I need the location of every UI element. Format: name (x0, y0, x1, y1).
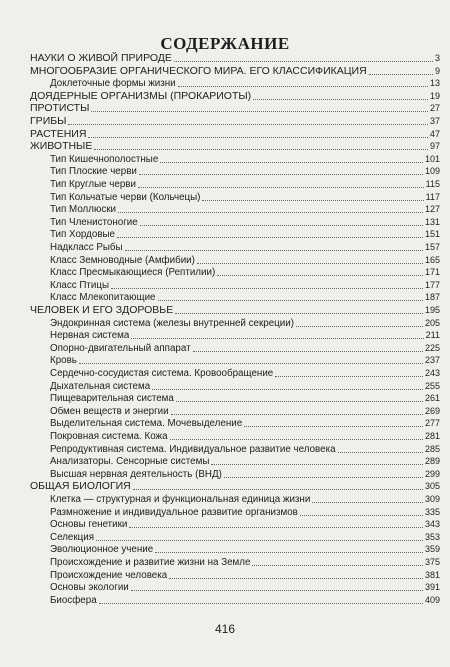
toc-entry (30, 128, 440, 141)
toc-entry-title: ЖИВОТНЫЕ (30, 140, 93, 153)
toc-entry (50, 153, 440, 166)
toc-entry-page: 109 (424, 166, 440, 177)
toc-leader-dots (197, 262, 423, 264)
toc-leader-dots (152, 388, 423, 390)
toc-entry (50, 342, 440, 355)
toc-leader-dots (275, 375, 423, 377)
toc-entry-title: ЧЕЛОВЕК И ЕГО ЗДОРОВЬЕ (30, 304, 174, 316)
toc-entry (50, 506, 440, 519)
toc-entry (50, 581, 440, 594)
toc-entry-title: Тип Кишечнополостные (50, 153, 159, 165)
toc-entry-page: 359 (424, 544, 440, 555)
toc-entry-page: 237 (424, 355, 440, 366)
toc-entry-page: 211 (425, 330, 440, 341)
toc-entry-page: 13 (429, 78, 440, 89)
toc-entry-title: Класс Пресмыкающиеся (Рептилии) (50, 267, 216, 279)
toc-entry (30, 115, 440, 128)
toc-leader-dots (158, 299, 423, 301)
toc-leader-dots (174, 60, 433, 62)
toc-entry-title: Выделительная система. Мочевыделение (50, 418, 243, 430)
toc-entry-title: Кровь (50, 355, 77, 367)
toc-entry (30, 304, 440, 317)
toc-entry (50, 405, 440, 418)
toc-entry (50, 203, 440, 216)
toc-entry (30, 102, 440, 115)
toc-leader-dots (131, 337, 423, 339)
toc-entry-title: Дыхательная система (50, 380, 151, 392)
toc-entry (50, 241, 440, 254)
toc-leader-dots (369, 73, 433, 75)
toc-leader-dots (193, 350, 423, 352)
toc-entry (50, 329, 440, 342)
toc-entry-page: 37 (429, 116, 440, 126)
page-number: 416 (214, 622, 236, 636)
toc-leader-dots (170, 438, 423, 440)
toc-leader-dots (252, 564, 423, 566)
toc-entry-page: 3 (434, 53, 440, 63)
toc-leader-dots (88, 136, 428, 138)
toc-leader-dots (117, 236, 423, 238)
toc-entry (50, 165, 440, 178)
toc-entry-title: Анализаторы. Сенсорные системы (50, 456, 210, 468)
toc-entry (50, 556, 440, 569)
toc-entry-title: Класс Птицы (50, 279, 110, 291)
toc-entry-title: Биосфера (50, 594, 97, 606)
toc-entry (50, 279, 440, 292)
toc-leader-dots (312, 501, 423, 503)
toc-leader-dots (131, 589, 423, 591)
toc-entry (50, 77, 440, 90)
toc-entry (50, 191, 440, 204)
toc-entry (50, 291, 440, 304)
toc-entry-title: Тип Моллюски (50, 204, 116, 216)
toc-leader-dots (96, 539, 423, 541)
toc-entry-title: Происхождение и развитие жизни на Земле (50, 557, 251, 568)
toc-entry (50, 417, 440, 430)
toc-entry-title: Нервная система (50, 330, 130, 342)
toc-entry (50, 493, 440, 506)
toc-entry-title: Класс Млекопитающие (50, 292, 156, 304)
toc-entry-title: Пищеварительная система (50, 393, 174, 405)
toc-entry-page: 289 (424, 456, 440, 467)
toc-entry-page: 195 (424, 305, 440, 315)
toc-entry-page: 101 (424, 153, 440, 164)
toc-entry (30, 90, 440, 103)
toc-leader-dots (217, 274, 423, 276)
toc-entry-page: 391 (424, 582, 440, 593)
toc-entry-title: НАУКИ О ЖИВОЙ ПРИРОДЕ (30, 52, 172, 64)
toc-leader-dots (129, 526, 423, 528)
toc-entry-page: 261 (424, 393, 440, 404)
toc-entry-page: 381 (424, 569, 440, 580)
toc-entry-page: 299 (424, 468, 440, 479)
toc-entry-title: Сердечно-сосудистая система. Кровообращение (50, 368, 274, 379)
toc-entry-page: 409 (424, 594, 440, 605)
toc-entry-title: Высшая нервная деятельность (ВНД) (50, 468, 222, 480)
toc-leader-dots (68, 123, 428, 125)
toc-entry-page: 177 (424, 279, 440, 290)
toc-leader-dots (171, 413, 423, 415)
toc-entry-title: Надкласс Рыбы (50, 242, 123, 253)
toc-leader-dots (139, 173, 423, 175)
toc-entry-title: Обмен веществ и энергии (50, 405, 169, 417)
toc-entry-page: 243 (424, 368, 440, 378)
toc-entry (50, 569, 440, 582)
toc-entry-page: 353 (424, 531, 440, 542)
toc-leader-dots (300, 514, 423, 516)
toc-entry-page: 335 (424, 506, 440, 517)
toc-leader-dots (79, 362, 423, 364)
toc-entry-page: 305 (424, 481, 440, 492)
toc-entry (50, 531, 440, 544)
toc-entry-page: 157 (424, 242, 440, 252)
toc-entry-title: Тип Круглые черви (50, 179, 136, 190)
toc-entry-page: 19 (429, 90, 440, 101)
toc-leader-dots (175, 312, 423, 314)
toc-entry (50, 430, 440, 443)
toc-leader-dots (125, 249, 423, 251)
toc-entry (50, 254, 440, 267)
toc-leader-dots (211, 463, 423, 465)
toc-entry-title: РАСТЕНИЯ (30, 127, 87, 140)
toc-leader-dots (176, 400, 423, 402)
toc-entry-title: Эволюционное учение (50, 544, 154, 556)
toc-leader-dots (99, 602, 423, 604)
toc-leader-dots (140, 224, 423, 226)
toc-entry-page: 117 (425, 191, 440, 202)
toc-entry (50, 367, 440, 380)
toc-entry (50, 317, 440, 330)
toc-entry (50, 354, 440, 367)
toc-entry-page: 171 (424, 267, 440, 278)
toc-entry-page: 269 (424, 405, 440, 416)
toc-entry-page: 225 (424, 342, 440, 353)
toc-entry-title: ПРОТИСТЫ (30, 102, 90, 115)
toc-leader-dots (118, 211, 423, 213)
toc-entry-title: Опорно-двигательный аппарат (50, 342, 191, 354)
toc-entry-page: 127 (424, 204, 440, 215)
toc-entry-page: 255 (424, 380, 440, 391)
toc-entry-title: Доклеточные формы жизни (50, 78, 176, 90)
toc-entry-page: 47 (429, 128, 440, 139)
toc-entry (50, 443, 440, 456)
toc-entry (50, 455, 440, 468)
toc-entry-title: Репродуктивная система. Индивидуальное развитие человека (50, 443, 336, 455)
toc-entry (50, 178, 440, 191)
toc-leader-dots (244, 425, 423, 427)
toc-leader-dots (133, 488, 423, 490)
toc-leader-dots (178, 85, 428, 87)
toc-leader-dots (94, 148, 428, 150)
toc-entry-title: Селекция (50, 531, 95, 543)
toc-entry-title: ДОЯДЕРНЫЕ ОРГАНИЗМЫ (ПРОКАРИОТЫ) (30, 89, 252, 102)
toc-entry-title: Эндокринная система (железы внутренней секреции) (50, 317, 294, 329)
toc-entry (50, 380, 440, 393)
toc-entry-page: 115 (425, 179, 440, 189)
toc-entry-page: 375 (424, 557, 440, 567)
toc-leader-dots (155, 551, 423, 553)
toc-entry-title: МНОГООБРАЗИЕ ОРГАНИЧЕСКОГО МИРА. ЕГО КЛАССИФИКАЦИЯ (30, 64, 367, 77)
toc-entry (50, 228, 440, 241)
toc-entry (30, 140, 440, 153)
toc-entry-title: Тип Плоские черви (50, 166, 137, 178)
toc-leader-dots (253, 98, 428, 100)
toc-entry (30, 480, 440, 493)
toc-leader-dots (160, 161, 423, 163)
toc-entry-page: 285 (424, 443, 440, 454)
toc-leader-dots (169, 577, 423, 579)
toc-entry (30, 65, 440, 78)
toc-leader-dots (91, 110, 428, 112)
toc-entry-page: 131 (424, 216, 440, 227)
toc-entry-title: Происхождение человека (50, 569, 168, 581)
toc-leader-dots (296, 325, 423, 327)
toc-entry-title: Основы генетики (50, 519, 128, 531)
toc-entry (30, 52, 440, 65)
toc-leader-dots (138, 186, 424, 188)
toc-entry-title: Класс Земноводные (Амфибии) (50, 254, 195, 266)
toc-entry-title: Покровная система. Кожа (50, 431, 168, 442)
toc-leader-dots (111, 287, 423, 289)
toc-entry (50, 468, 440, 481)
toc-entry-title: Клетка — структурная и функциональная единица жизни (50, 494, 311, 505)
toc-entry-page: 151 (424, 229, 440, 240)
toc-entry (50, 216, 440, 229)
toc-entry (50, 392, 440, 405)
toc-entry-page: 9 (434, 65, 440, 76)
toc-entry (50, 594, 440, 607)
toc-entry (50, 518, 440, 531)
toc-entry-page: 309 (424, 494, 440, 504)
toc-entry-page: 205 (424, 317, 440, 328)
toc-entry-title: Размножение и индивидуальное развитие организмов (50, 506, 298, 518)
toc-entry-title: Тип Кольчатые черви (Кольчецы) (50, 191, 201, 203)
toc-entry-page: 97 (429, 141, 440, 152)
toc-leader-dots (338, 451, 423, 453)
toc-leader-dots (224, 476, 423, 478)
toc-entry-page: 27 (429, 103, 440, 114)
toc-entry-title: ОБЩАЯ БИОЛОГИЯ (30, 480, 131, 493)
toc-entry-title: Тип Хордовые (50, 229, 116, 241)
toc-entry-page: 187 (424, 292, 440, 303)
toc-entry-title: ГРИБЫ (30, 115, 67, 127)
toc-leader-dots (202, 199, 423, 201)
page-title: СОДЕРЖАНИЕ (160, 34, 290, 53)
toc-entry-page: 281 (424, 431, 440, 441)
toc-entry-page: 343 (424, 519, 440, 530)
toc-entry (50, 543, 440, 556)
toc-entry-page: 277 (424, 418, 440, 429)
toc-entry-title: Тип Членистоногие (50, 216, 138, 228)
toc-entry-title: Основы экологии (50, 582, 129, 594)
toc-entry (50, 266, 440, 279)
toc-entry-page: 165 (424, 254, 440, 265)
